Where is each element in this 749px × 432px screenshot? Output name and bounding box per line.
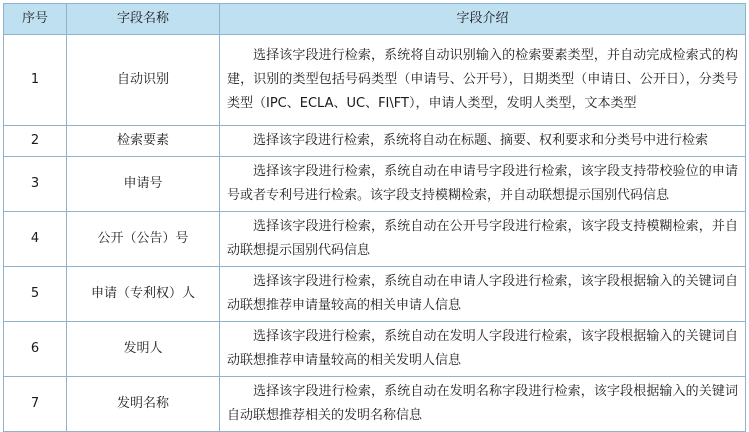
table-row xyxy=(4,322,746,377)
table-row xyxy=(4,212,746,267)
row-number: 1 xyxy=(4,35,67,126)
row-number: 3 xyxy=(4,157,67,212)
row-field-name: 自动识别 xyxy=(67,35,220,126)
row-number: 5 xyxy=(4,267,67,322)
description-text: 选择该字段进行检索，系统自动在公开号字段进行检索，该字段支持模糊检索，并自动联想提示国别代码信息 xyxy=(227,219,738,258)
table-header xyxy=(4,4,746,35)
row-field-description xyxy=(220,377,746,432)
row-field-description xyxy=(220,267,746,322)
description-text: 选择该字段进行检索，系统将自动识别输入的检索要素类型，并自动完成检索式的构建，识别的类型包括号码类型（申请号、公开号），日期类型（申请日、公开日），分类号类型（IPC、ECLA、UC、FI\FT），申请人类型，发明人类型，文本类型 xyxy=(227,48,738,111)
row-field-description xyxy=(220,126,746,157)
field-description-table-wrapper xyxy=(3,3,745,432)
row-field-description xyxy=(220,322,746,377)
description-text: 选择该字段进行检索，系统自动在发明名称字段进行检索，该字段根据输入的关键词自动联想推荐相关的发明名称信息 xyxy=(227,384,738,423)
row-field-name: 申请号 xyxy=(67,157,220,212)
table-row xyxy=(4,157,746,212)
table-row xyxy=(4,35,746,126)
field-description-table xyxy=(3,3,746,432)
row-number: 2 xyxy=(4,126,67,157)
row-field-name: 申请（专利权）人 xyxy=(67,267,220,322)
row-field-name: 发明名称 xyxy=(67,377,220,432)
row-field-name: 检索要素 xyxy=(67,126,220,157)
row-number: 4 xyxy=(4,212,67,267)
row-number: 7 xyxy=(4,377,67,432)
row-field-description xyxy=(220,157,746,212)
row-number: 6 xyxy=(4,322,67,377)
table-row xyxy=(4,267,746,322)
table-row xyxy=(4,377,746,432)
header-row xyxy=(4,4,746,35)
description-text: 选择该字段进行检索，系统将自动在标题、摘要、权利要求和分类号中进行检索 xyxy=(253,133,709,148)
header-field-description: 字段介绍 xyxy=(220,4,746,35)
description-text: 选择该字段进行检索，系统自动在发明人字段进行检索，该字段根据输入的关键词自动联想推荐申请量较高的相关发明人信息 xyxy=(227,329,738,368)
table-body xyxy=(4,35,746,432)
description-text: 选择该字段进行检索，系统自动在申请号字段进行检索，该字段支持带校验位的申请号或者专利号进行检索。该字段支持模糊检索，并自动联想提示国别代码信息 xyxy=(227,164,738,203)
description-text: 选择该字段进行检索，系统自动在申请人字段进行检索，该字段根据输入的关键词自动联想推荐申请量较高的相关申请人信息 xyxy=(227,274,738,313)
row-field-description xyxy=(220,35,746,126)
header-field-name: 字段名称 xyxy=(67,4,220,35)
row-field-name: 发明人 xyxy=(67,322,220,377)
row-field-name: 公开（公告）号 xyxy=(67,212,220,267)
table-row xyxy=(4,126,746,157)
row-field-description xyxy=(220,212,746,267)
header-number: 序号 xyxy=(4,4,67,35)
